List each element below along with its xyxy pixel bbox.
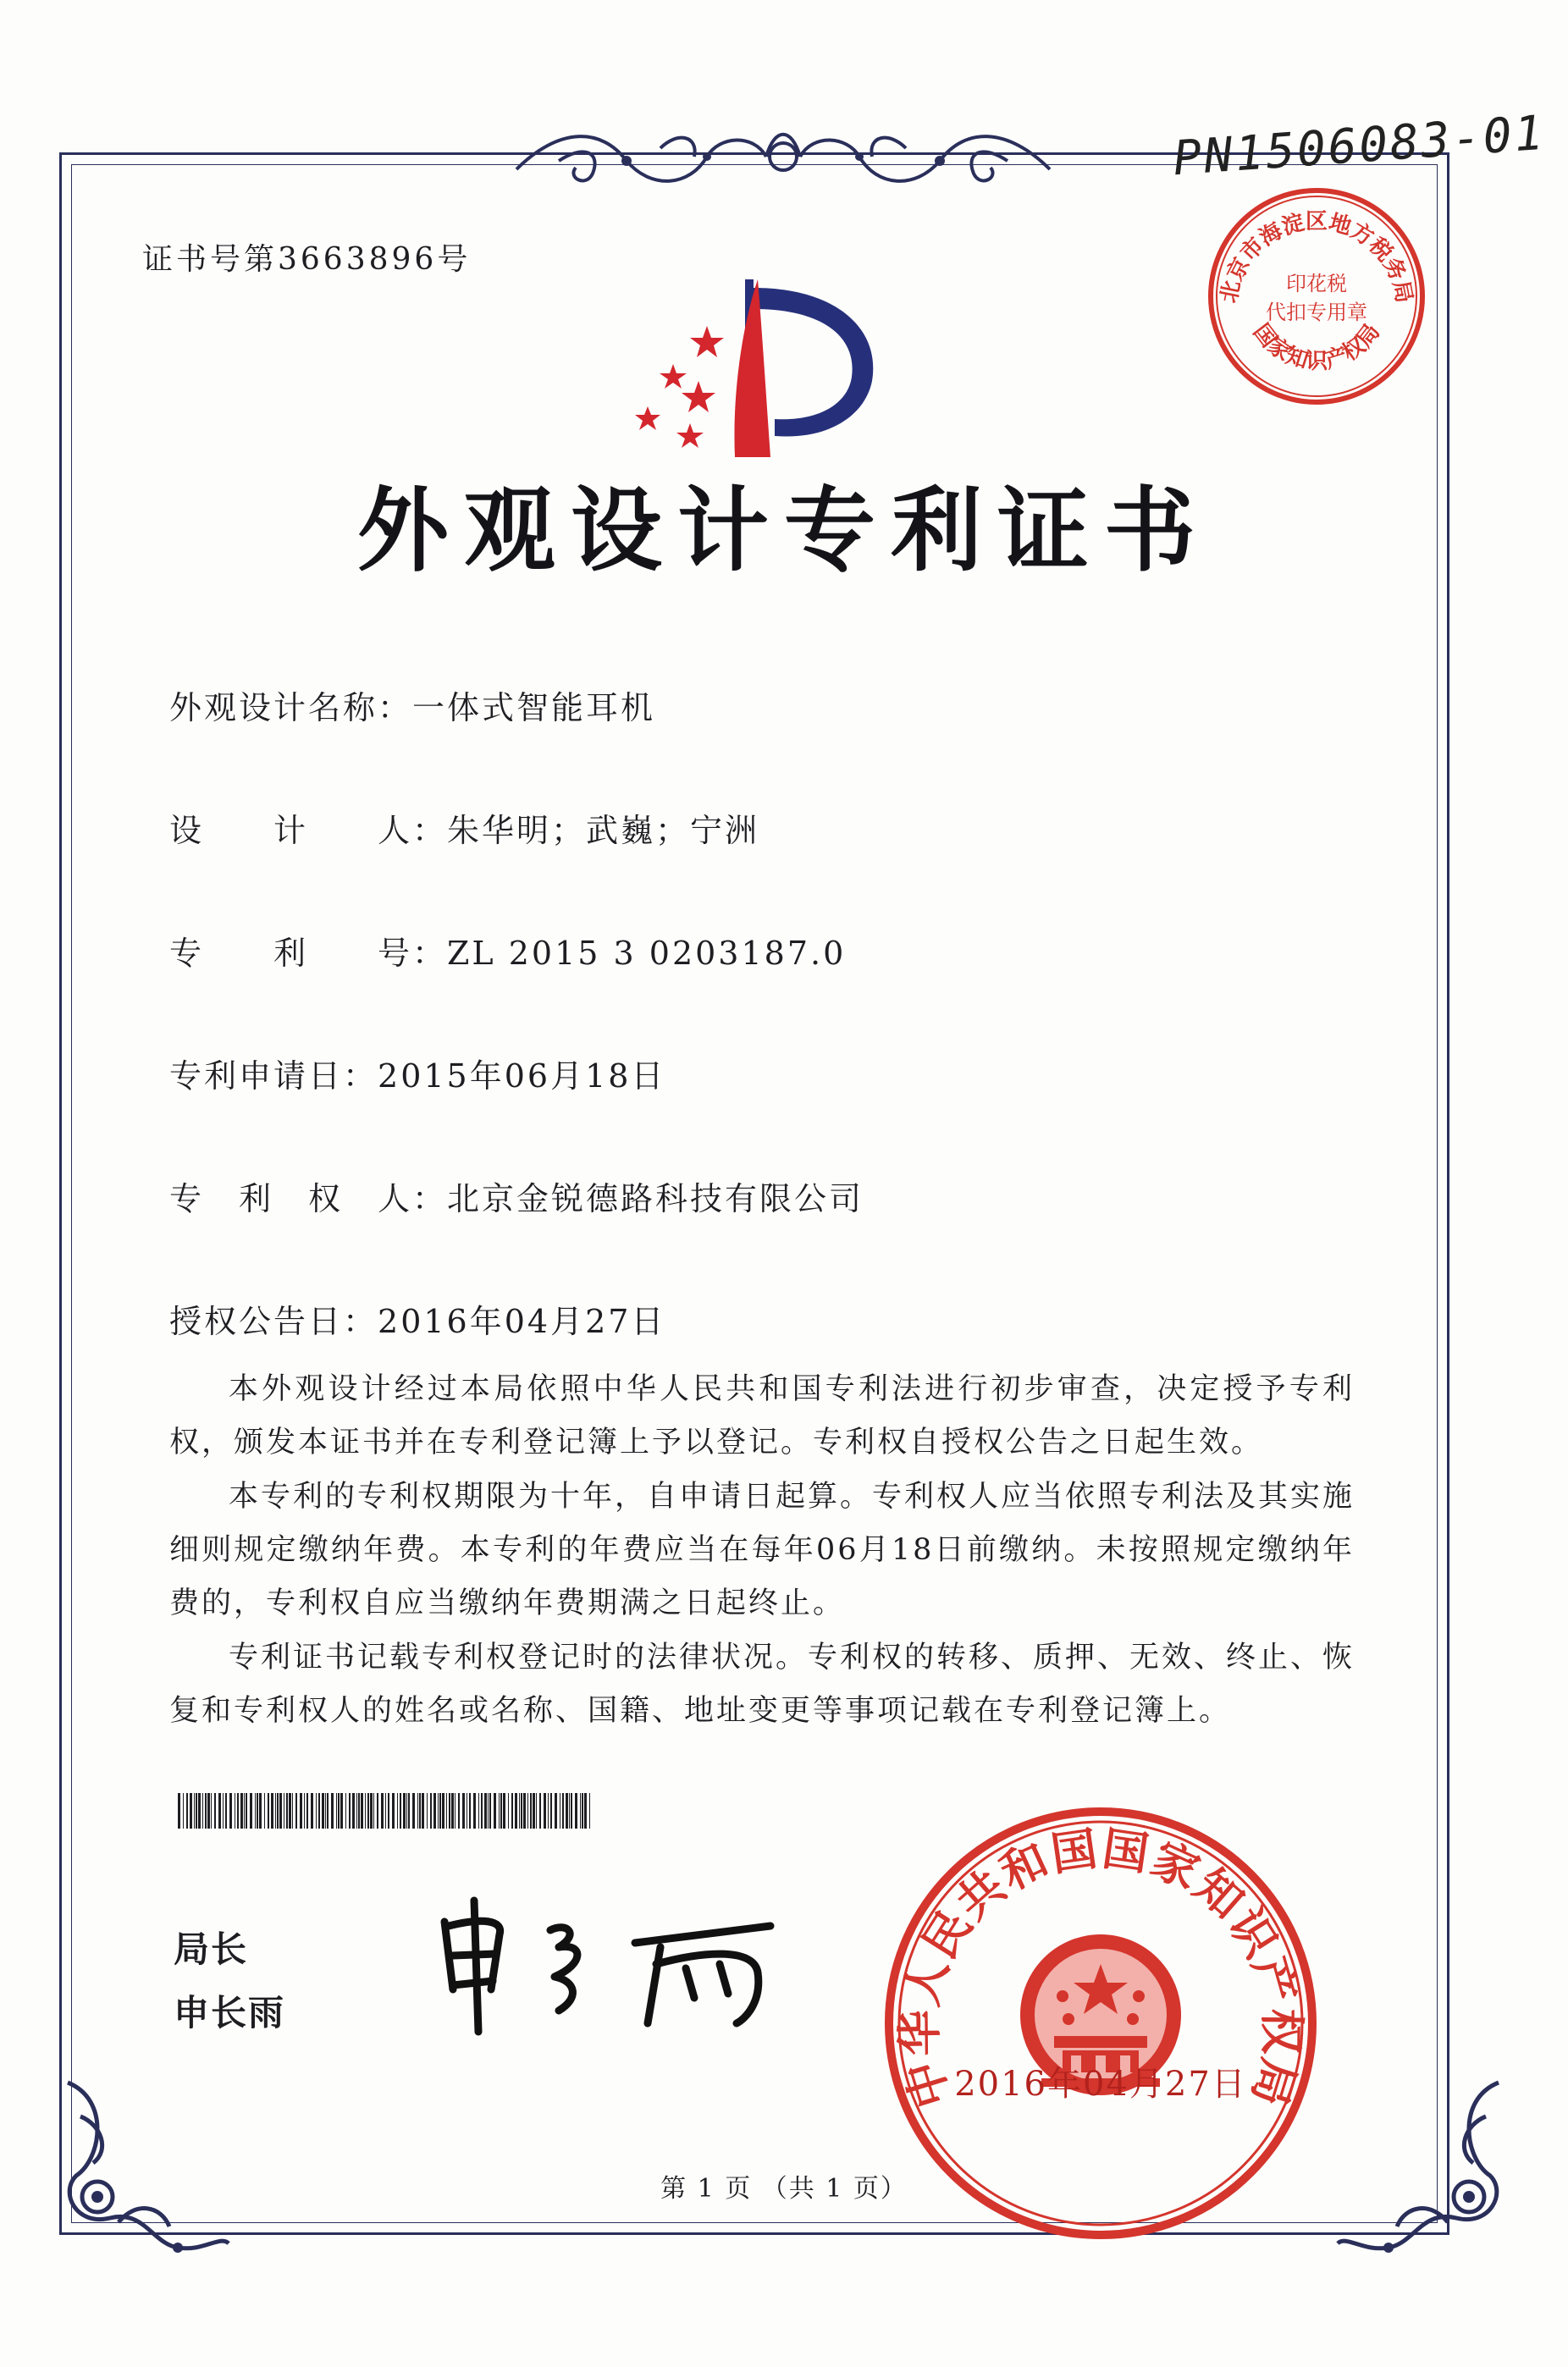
director-title: 局长 bbox=[174, 1928, 249, 1970]
barcode-bar bbox=[451, 1793, 454, 1829]
barcode-bar bbox=[430, 1793, 432, 1829]
field-design-name bbox=[169, 681, 655, 728]
barcode-bar bbox=[392, 1793, 395, 1829]
barcode-bar bbox=[264, 1793, 265, 1829]
barcode-bar bbox=[494, 1793, 496, 1829]
barcode-bar bbox=[377, 1793, 378, 1829]
barcode-bar bbox=[373, 1793, 374, 1829]
barcode-bar bbox=[286, 1793, 288, 1829]
barcode-bar bbox=[331, 1793, 334, 1829]
field-label: 授权公告日： bbox=[169, 1303, 378, 1340]
barcode-bar bbox=[422, 1793, 424, 1829]
barcode-bar bbox=[562, 1793, 564, 1829]
barcode-bar bbox=[186, 1793, 188, 1829]
field-label: 专 利 号： bbox=[169, 935, 448, 972]
field-label: 外观设计名称： bbox=[169, 689, 413, 726]
barcode-bar bbox=[589, 1793, 590, 1829]
barcode-bar bbox=[381, 1793, 384, 1829]
barcode-bar bbox=[571, 1793, 572, 1829]
barcode-bar bbox=[223, 1793, 224, 1829]
barcode-bar bbox=[439, 1793, 441, 1829]
field-value: 一体式智能耳机 bbox=[412, 689, 656, 726]
barcode-bar bbox=[229, 1793, 232, 1829]
barcode-bar bbox=[469, 1793, 471, 1829]
barcode-bar bbox=[250, 1793, 252, 1829]
barcode-bar bbox=[521, 1793, 522, 1829]
barcode-bar bbox=[442, 1793, 444, 1829]
director-signature bbox=[432, 1896, 787, 2040]
seal-small-outer-text: 北京市海淀区地方税务局 bbox=[1216, 209, 1417, 306]
barcode-bar bbox=[406, 1793, 407, 1829]
barcode-bar bbox=[519, 1793, 520, 1829]
barcode-bar bbox=[500, 1793, 502, 1829]
barcode-bar bbox=[446, 1793, 447, 1829]
handwritten-reference: PN1506083-01 bbox=[1171, 105, 1548, 187]
barcode-bar bbox=[484, 1793, 487, 1829]
barcode-bar bbox=[338, 1793, 340, 1829]
barcode bbox=[178, 1793, 593, 1829]
barcode-bar bbox=[515, 1793, 517, 1829]
field-value: ZL 2015 3 0203187.0 bbox=[447, 935, 847, 972]
barcode-bar bbox=[403, 1793, 406, 1829]
barcode-bar bbox=[268, 1793, 269, 1829]
barcode-bar bbox=[580, 1793, 581, 1829]
barcode-bar bbox=[196, 1793, 197, 1829]
barcode-bar bbox=[550, 1793, 552, 1829]
barcode-bar bbox=[318, 1793, 320, 1829]
field-value: 朱华明；武巍；宁洲 bbox=[447, 812, 760, 849]
barcode-bar bbox=[569, 1793, 570, 1829]
barcode-bar bbox=[340, 1793, 343, 1829]
barcode-bar bbox=[322, 1793, 324, 1829]
barcode-bar bbox=[306, 1793, 308, 1829]
director-name: 申长雨 bbox=[174, 1992, 286, 2033]
barcode-bar bbox=[584, 1793, 587, 1829]
barcode-bar bbox=[582, 1793, 583, 1829]
barcode-bar bbox=[325, 1793, 326, 1829]
barcode-bar bbox=[533, 1793, 535, 1829]
barcode-bar bbox=[427, 1793, 428, 1829]
barcode-bar bbox=[211, 1793, 212, 1829]
barcode-bar bbox=[408, 1793, 410, 1829]
certificate-number: 证书号第3663896号 bbox=[142, 242, 472, 277]
barcode-bar bbox=[289, 1793, 291, 1829]
barcode-bar bbox=[218, 1793, 221, 1829]
seal-small-inner-2: 代扣专用章 bbox=[1266, 301, 1367, 324]
barcode-bar bbox=[275, 1793, 276, 1829]
barcode-bar bbox=[385, 1793, 386, 1829]
barcode-bar bbox=[300, 1793, 302, 1829]
barcode-bar bbox=[255, 1793, 256, 1829]
barcode-bar bbox=[412, 1793, 415, 1829]
barcode-bar bbox=[511, 1793, 513, 1829]
barcode-bar bbox=[481, 1793, 483, 1829]
barcode-bar bbox=[271, 1793, 273, 1829]
barcode-bar bbox=[237, 1793, 239, 1829]
barcode-bar bbox=[259, 1793, 262, 1829]
barcode-bar bbox=[548, 1793, 549, 1829]
barcode-bar bbox=[292, 1793, 293, 1829]
barcode-bar bbox=[244, 1793, 245, 1829]
barcode-bar bbox=[183, 1793, 184, 1829]
barcode-bar bbox=[207, 1793, 210, 1829]
field-value: 2015年06月18日 bbox=[378, 1057, 666, 1095]
barcode-bar bbox=[327, 1793, 329, 1829]
barcode-bar bbox=[508, 1793, 509, 1829]
barcode-bar bbox=[419, 1793, 421, 1829]
barcode-bar bbox=[202, 1793, 203, 1829]
barcode-bar bbox=[295, 1793, 297, 1829]
barcode-bar bbox=[488, 1793, 489, 1829]
seal-date: 2016年04月27日 bbox=[954, 2065, 1247, 2104]
field-patentee bbox=[169, 1172, 864, 1219]
barcode-bar bbox=[400, 1793, 401, 1829]
field-label: 专利申请日： bbox=[169, 1057, 378, 1095]
paragraph-grant-statement: 本外观设计经过本局依照中华人民共和国专利法进行初步审查，决定授予专利权，颁发本证书并在专利登记簿上予以登记。专利权自授权公告之日起生效。 bbox=[169, 1372, 1355, 1459]
top-ornament-icon bbox=[508, 110, 1058, 212]
barcode-bar bbox=[311, 1793, 313, 1829]
field-value: 2016年04月27日 bbox=[378, 1303, 666, 1340]
field-designers bbox=[169, 804, 759, 851]
seal-small-bottom-text: 国家知识产权局 bbox=[1247, 319, 1386, 374]
barcode-bar bbox=[365, 1793, 366, 1829]
barcode-bar bbox=[352, 1793, 355, 1829]
barcode-bar bbox=[240, 1793, 243, 1829]
field-grant-date bbox=[169, 1295, 665, 1342]
barcode-bar bbox=[523, 1793, 526, 1829]
barcode-bar bbox=[527, 1793, 528, 1829]
barcode-bar bbox=[462, 1793, 465, 1829]
barcode-bar bbox=[361, 1793, 363, 1829]
barcode-bar bbox=[544, 1793, 546, 1829]
barcode-bar bbox=[345, 1793, 346, 1829]
field-label: 专 利 权 人： bbox=[169, 1180, 448, 1217]
barcode-bar bbox=[555, 1793, 557, 1829]
barcode-bar bbox=[367, 1793, 369, 1829]
field-patent-number bbox=[169, 927, 846, 974]
page-footer: 第 1 页 （共 1 页） bbox=[660, 2174, 908, 2204]
barcode-bar bbox=[178, 1793, 180, 1829]
barcode-bar bbox=[539, 1793, 541, 1829]
svg-text:国家知识产权局 bbox=[1248, 319, 1385, 374]
barcode-bar bbox=[397, 1793, 398, 1829]
barcode-bar bbox=[370, 1793, 373, 1829]
barcode-bar bbox=[336, 1793, 337, 1829]
barcode-bar bbox=[190, 1793, 192, 1829]
barcode-bar bbox=[530, 1793, 532, 1829]
barcode-bar bbox=[503, 1793, 505, 1829]
barcode-bar bbox=[536, 1793, 537, 1829]
barcode-bar bbox=[433, 1793, 436, 1829]
barcode-bar bbox=[449, 1793, 450, 1829]
barcode-bar bbox=[198, 1793, 201, 1829]
barcode-bar bbox=[566, 1793, 568, 1829]
paragraph-term-statement: 本专利的专利权期限为十年，自申请日起算。专利权人应当依照专利法及其实施细则规定缴纳年费。本专利的年费应当在每年06月18日前缴纳。未按照规定缴纳年费的，专利权自应当缴纳年费期满之日起终止。 bbox=[169, 1480, 1355, 1620]
barcode-bar bbox=[478, 1793, 479, 1829]
barcode-bar bbox=[388, 1793, 389, 1829]
barcode-bar bbox=[356, 1793, 357, 1829]
barcode-bar bbox=[489, 1793, 491, 1829]
barcode-bar bbox=[438, 1793, 439, 1829]
barcode-bar bbox=[304, 1793, 305, 1829]
field-application-date bbox=[169, 1050, 665, 1096]
paragraph-legal-status: 专利证书记载专利权登记时的法律状况。专利权的转移、质押、无效、终止、恢复和专利权人的姓名或名称、国籍、地址变更等事项记载在专利登记簿上。 bbox=[169, 1641, 1355, 1728]
barcode-bar bbox=[473, 1793, 476, 1829]
barcode-bar bbox=[277, 1793, 279, 1829]
barcode-bar bbox=[358, 1793, 360, 1829]
seal-small-inner-1: 印花税 bbox=[1286, 272, 1347, 295]
barcode-bar bbox=[225, 1793, 227, 1829]
barcode-bar bbox=[246, 1793, 247, 1829]
barcode-bar bbox=[205, 1793, 207, 1829]
tax-stamp-seal-icon bbox=[1202, 182, 1431, 411]
barcode-bar bbox=[257, 1793, 258, 1829]
barcode-bar bbox=[316, 1793, 317, 1829]
barcode-bar bbox=[575, 1793, 577, 1829]
page-title: 外观设计专利证书 bbox=[356, 478, 1211, 584]
barcode-bar bbox=[458, 1793, 460, 1829]
field-label: 设 计 人： bbox=[169, 812, 448, 849]
barcode-bar bbox=[194, 1793, 195, 1829]
barcode-bar bbox=[499, 1793, 500, 1829]
field-value: 北京金锐德路科技有限公司 bbox=[447, 1180, 864, 1217]
seal-large-text: 中华人民共和国国家知识产权局 bbox=[892, 1821, 1309, 2114]
barcode-bar bbox=[279, 1793, 282, 1829]
barcode-bar bbox=[214, 1793, 216, 1829]
barcode-bar bbox=[349, 1793, 351, 1829]
barcode-bar bbox=[417, 1793, 418, 1829]
patent-office-logo-icon bbox=[627, 271, 897, 466]
